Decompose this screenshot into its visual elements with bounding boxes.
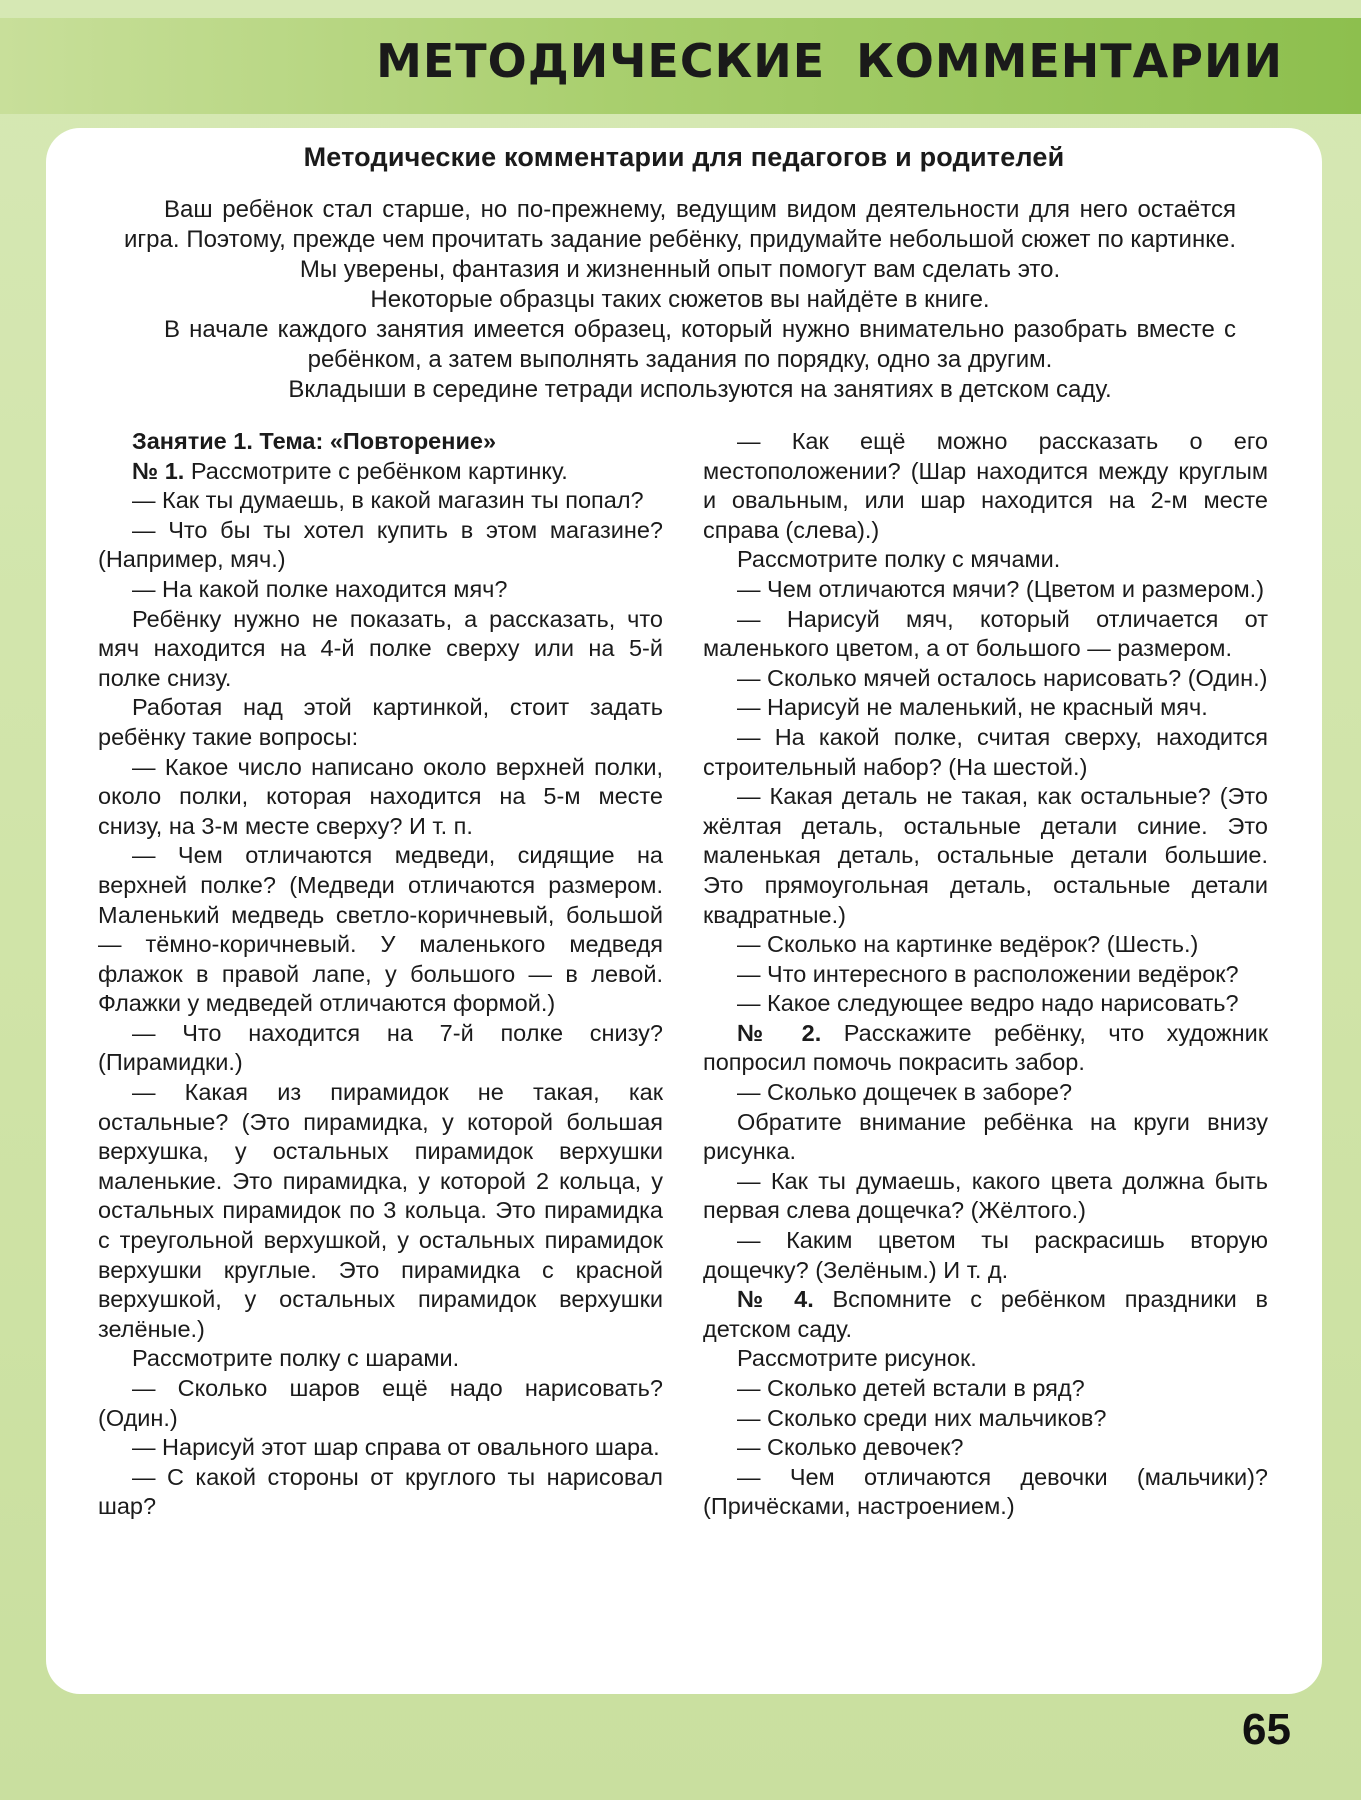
text-paragraph: — Сколько дощечек в заборе? — [737, 1079, 1073, 1106]
text-paragraph: — Как ты думаешь, какого цвета должна быть первая слева дощечка? (Жёлтого.) — [703, 1167, 1268, 1224]
task-text: Вспомните с ребёнком праздники в детском саду. — [703, 1286, 1269, 1342]
text-paragraph: — Что находится на 7-й полке снизу? (Пирамидки.) — [98, 1019, 663, 1076]
card-title: Методические комментарии для педагогов и родителей — [303, 142, 1065, 172]
text-paragraph: Работая над этой картинкой, стоит задать ребёнку такие вопросы: — [98, 694, 663, 750]
text-paragraph: — Чем отличаются мячи? (Цветом и размером.) — [737, 575, 1265, 602]
content-card — [46, 128, 1322, 1694]
text-paragraph: Обратите внимание ребёнка на круги внизу рисунка. — [703, 1108, 1268, 1165]
task-paragraph — [98, 457, 663, 487]
task-number: № 2. — [737, 1019, 822, 1046]
intro-paragraph: Ваш ребёнок стал старше, но по-прежнему, ведущим видом деятельности для него остаётся игра. Поэтому, прежде чем прочитать задание ребёнку, придумайте небольшой сюжет по картинке. Мы уверены, фантазия и жизненный опыт помогут вам сделать это. — [124, 196, 1236, 283]
task-text: Рассмотрите с ребёнком картинку. — [184, 457, 568, 484]
text-paragraph: — На какой полке находится мяч? — [132, 575, 508, 602]
task-number: № 4. — [737, 1286, 814, 1313]
intro-paragraph: В начале каждого занятия имеется образец, который нужно внимательно разобрать вместе с ребёнком, а затем выполнять задания по порядку, одно за другим. — [164, 316, 1236, 373]
text-paragraph: — Какая из пирамидок не такая, как остальные? (Это пирамидка, у которой большая верхушка, у остальных пирамидок верхушки маленькие. Это пирамидка, у которой 2 кольца, у остальных пирамидок по 3 кольца. Это пирамидка с треугольной верхушкой, у остальных пирамидок верхушки круглые. Это пирамидка с красной верхушкой, у остальных пирамидок верхушки зелёные.) — [98, 1079, 663, 1342]
page-number: 65 — [1242, 1705, 1291, 1754]
lesson-heading: Занятие 1. Тема: «Повторение» — [132, 428, 497, 454]
text-paragraph: — Каким цветом ты раскрасишь вторую дощечку? (Зелёным.) И т. д. — [703, 1227, 1268, 1283]
text-paragraph: — Сколько мячей осталось нарисовать? (Один.) — [737, 664, 1268, 691]
text-paragraph: — Какая деталь не такая, как остальные? (Это жёлтая деталь, остальные детали синие. Это маленькая деталь, остальные детали большие. Это прямоугольная деталь, остальные детали квадратные.) — [703, 783, 1268, 928]
text-paragraph: — Нарисуй мяч, который отличается от маленького цветом, а от большого — размером. — [703, 605, 1268, 662]
task-paragraph — [703, 1019, 1268, 1078]
text-paragraph: — Чем отличаются медведи, сидящие на верхней полке? (Медведи отличаются размером. Маленький медведь светло-коричневый, большой — тёмно-коричневый. У маленького медведя флажок в правой лапе, у большого — в левой. Флажки у медведей отличаются формой.) — [98, 842, 663, 1017]
page-header-title: МЕТОДИЧЕСКИЕ КОММЕНТАРИИ — [376, 34, 1283, 88]
task-text: Расскажите ребёнку, что художник попросил помочь покрасить забор. — [703, 1019, 1269, 1076]
text-paragraph: — Какое следующее ведро надо нарисовать? — [737, 990, 1239, 1017]
task-number: № 1. — [132, 457, 185, 484]
intro-paragraph: Вкладыши в середине тетради используются на занятиях в детском саду. — [288, 376, 1112, 403]
task-paragraph — [703, 1285, 1268, 1344]
two-column-body — [98, 427, 1270, 1522]
text-paragraph: — С какой стороны от круглого ты нарисовал шар? — [98, 1463, 663, 1520]
intro-block — [98, 195, 1270, 405]
text-paragraph: — Что интересного в расположении ведёрок? — [737, 960, 1239, 987]
text-paragraph: — Нарисуй этот шар справа от овального шара. — [132, 1434, 660, 1461]
text-paragraph: Рассмотрите рисунок. — [737, 1345, 977, 1372]
text-paragraph: — Какое число написано около верхней полки, около полки, которая находится на 5-м месте снизу, на 3-м месте сверху? И т. п. — [98, 753, 663, 839]
text-paragraph: — Нарисуй не маленький, не красный мяч. — [737, 694, 1208, 721]
text-paragraph: — На какой полке, считая сверху, находится строительный набор? (На шестой.) — [703, 723, 1268, 780]
text-paragraph: — Чем отличаются девочки (мальчики)? (Причёсками, настроением.) — [703, 1463, 1268, 1520]
text-paragraph: — Как ты думаешь, в какой магазин ты попал? — [132, 487, 644, 514]
text-paragraph: — Сколько среди них мальчиков? — [737, 1404, 1107, 1431]
left-column — [98, 427, 663, 1522]
text-paragraph: — Как ещё можно рассказать о его местоположении? (Шар находится между круглым и овальным, или шар находится на 2-м месте справа (слева).) — [703, 428, 1268, 543]
intro-paragraph: Некоторые образцы таких сюжетов вы найдёте в книге. — [370, 286, 990, 313]
text-paragraph: — Что бы ты хотел купить в этом магазине? (Например, мяч.) — [98, 516, 663, 573]
right-column — [703, 427, 1268, 1522]
text-paragraph: — Сколько девочек? — [737, 1434, 964, 1461]
text-paragraph: — Сколько детей встали в ряд? — [737, 1375, 1085, 1401]
text-paragraph: Ребёнку нужно не показать, а рассказать, что мяч находится на 4-й полке сверху или на 5-й полке снизу. — [98, 605, 663, 691]
text-paragraph: — Сколько шаров ещё надо нарисовать? (Один.) — [98, 1375, 663, 1431]
text-paragraph: Рассмотрите полку с шарами. — [132, 1345, 460, 1372]
text-paragraph: — Сколько на картинке ведёрок? (Шесть.) — [737, 931, 1199, 958]
text-paragraph: Рассмотрите полку с мячами. — [737, 546, 1061, 573]
